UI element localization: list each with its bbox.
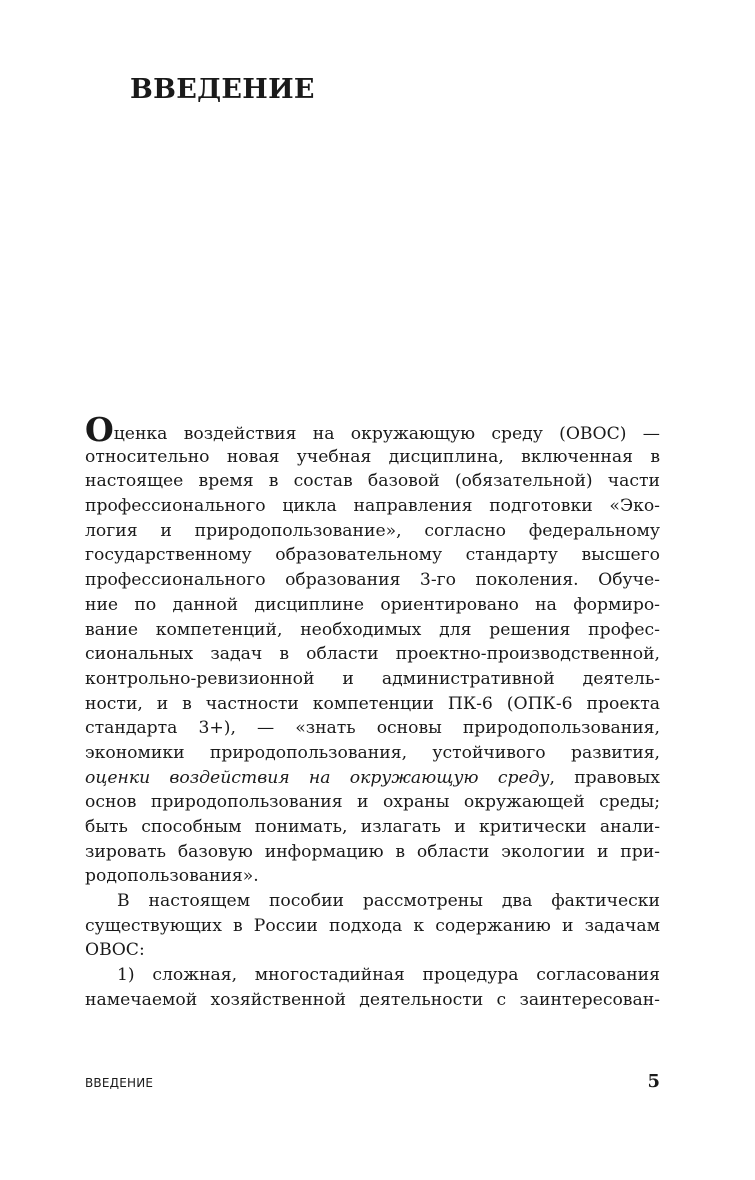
text-line: намечаемой хозяйственной деятельности с заинтересован-	[85, 989, 660, 1010]
text-line: ОВОС:	[85, 940, 145, 961]
body-text	[85, 410, 660, 1013]
text-line: контрольно-ревизионной и административной деятель-	[85, 668, 660, 689]
italic-phrase: оценки воздействия на окружающую среду	[85, 767, 550, 788]
text-line: Оценка воздействия на окружающую среду (ОВОС) —	[85, 410, 660, 449]
text-line: экономики природопользования, устойчивого развития,	[85, 742, 660, 763]
text-line: государственному образовательному стандарту высшего	[85, 545, 660, 566]
text-line: сиональных задач в области проектно-производственной,	[85, 644, 660, 665]
text-line: оценки воздействия на окружающую среду, правовых	[85, 767, 660, 788]
text-line: настоящее время в состав базовой (обязательной) части	[85, 471, 660, 492]
page-number: 5	[647, 1071, 660, 1092]
text-line: существующих в России подхода к содержанию и задачам	[85, 915, 660, 936]
text-line: быть способным понимать, излагать и критически анали-	[85, 817, 660, 837]
text-line: профессионального образования 3-го поколения. Обуче-	[85, 570, 660, 591]
chapter-title: ВВЕДЕНИЕ	[130, 74, 315, 105]
text-line: основ природопользования и охраны окружающей среды;	[85, 792, 660, 813]
text-line: 1) сложная, многостадийная процедура согласования	[117, 965, 660, 986]
text-line: зировать базовую информацию в области экологии и при-	[85, 841, 660, 862]
text-line: ние по данной дисциплине ориентировано на формиро-	[85, 594, 660, 615]
text-line: родопользования».	[85, 866, 259, 887]
text-line: В настоящем пособии рассмотрены два фактически	[117, 891, 660, 912]
text-line: вание компетенций, необходимых для решения профес-	[85, 619, 660, 640]
running-head: ВВЕДЕНИЕ	[85, 1076, 154, 1090]
text-line: профессионального цикла направления подготовки «Эко-	[85, 496, 660, 517]
text-line: относительно новая учебная дисциплина, включенная в	[85, 446, 660, 467]
text-line: ности, и в частности компетенции ПК-6 (ОПК-6 проекта	[85, 693, 660, 714]
text-line: стандарта 3+), — «знать основы природопользования,	[85, 718, 660, 739]
drop-cap: О	[85, 410, 114, 449]
text-line: логия и природопользование», согласно федеральному	[85, 520, 660, 541]
